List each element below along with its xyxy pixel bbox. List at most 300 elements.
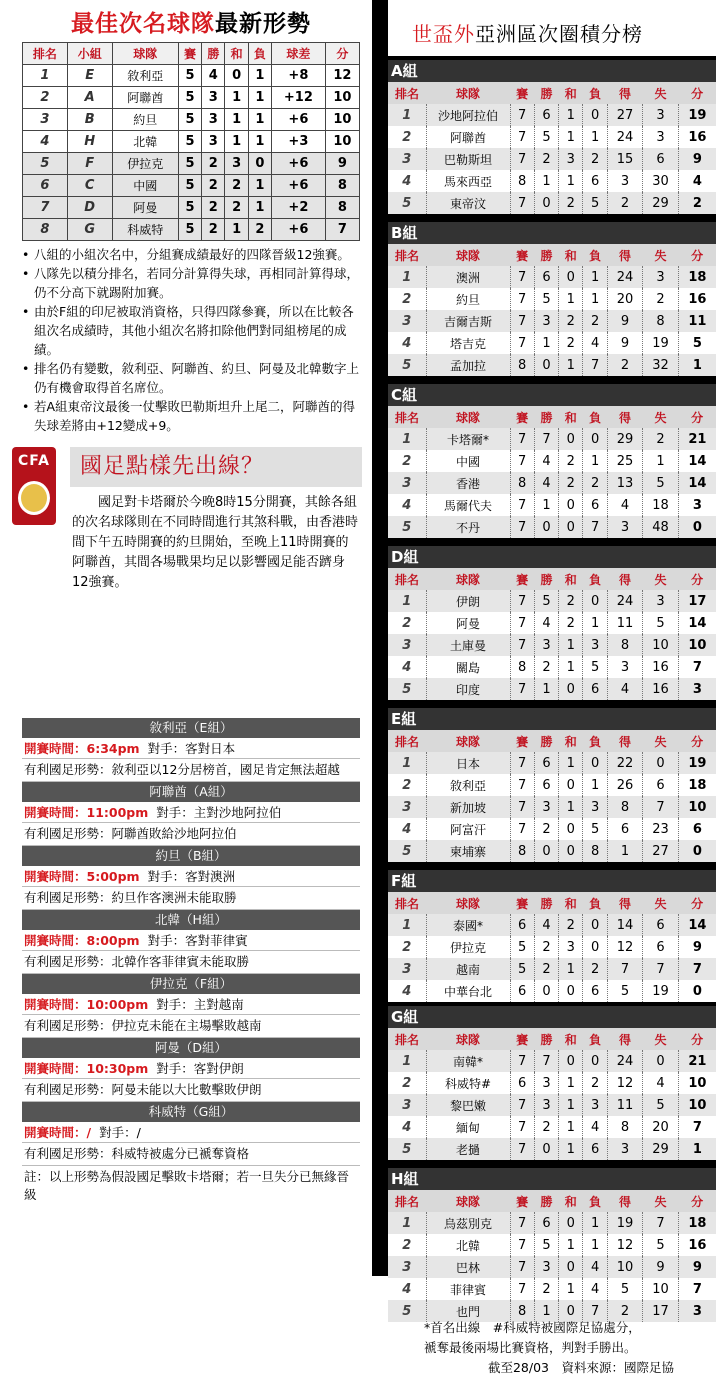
table-cell: 10 <box>643 634 679 656</box>
group-header-cell: 得 <box>607 1028 643 1050</box>
table-cell: C <box>67 175 112 197</box>
table-cell: 黎巴嫩 <box>426 1094 510 1116</box>
table-cell: 8 <box>510 170 534 192</box>
table-cell: 2 <box>402 777 412 793</box>
table-header-row <box>388 1190 716 1212</box>
table-cell: +6 <box>272 219 326 241</box>
table-cell: 6 <box>583 1138 607 1160</box>
table-cell: 5 <box>583 656 607 678</box>
table-header-row <box>388 244 716 266</box>
table-cell: 10 <box>325 131 359 153</box>
table-cell: 11 <box>678 310 716 332</box>
table-cell: 10 <box>325 109 359 131</box>
table-row <box>388 936 716 958</box>
table-cell: 1 <box>559 288 583 310</box>
group-header-cell: 負 <box>583 568 607 590</box>
table-cell: 1 <box>248 65 271 87</box>
group-header-cell: 賽 <box>510 82 534 104</box>
group-header-cell: 排名 <box>388 1190 426 1212</box>
table-cell: 1 <box>225 131 248 153</box>
table-row <box>388 494 716 516</box>
table-cell: 1 <box>583 1212 607 1234</box>
table-row <box>388 288 716 310</box>
table-cell: 1 <box>559 634 583 656</box>
table-cell: 19 <box>643 332 679 354</box>
table-cell: 2 <box>202 197 225 219</box>
table-cell: 7 <box>534 1050 558 1072</box>
table-cell: 0 <box>678 516 716 538</box>
table-cell: 1 <box>559 1094 583 1116</box>
group-header-cell: 勝 <box>534 1190 558 1212</box>
standings-footer <box>424 1318 714 1378</box>
table-cell: 0 <box>534 980 558 1002</box>
fixtures-panel <box>22 718 360 1206</box>
group-header-cell: 排名 <box>388 892 426 914</box>
group-standings <box>388 82 716 214</box>
left-title-black: 最新形勢 <box>215 10 311 37</box>
group-header-cell: 負 <box>583 1028 607 1050</box>
table-cell: 5 <box>534 590 558 612</box>
table-cell: 2 <box>23 87 68 109</box>
table-cell: 北韓 <box>112 131 178 153</box>
group-header-cell: 和 <box>559 892 583 914</box>
table-cell: 5 <box>178 197 201 219</box>
group-header-cell: 負 <box>583 730 607 752</box>
group-header-cell: 排名 <box>388 1028 426 1050</box>
table-cell: 7 <box>678 958 716 980</box>
group-header-cell: 失 <box>643 1028 679 1050</box>
table-cell: 3 <box>202 87 225 109</box>
table-cell: 5 <box>388 1138 426 1160</box>
table-cell: 7 <box>510 1138 534 1160</box>
table-cell: 8 <box>325 175 359 197</box>
table-cell: 1 <box>559 958 583 980</box>
table-cell: 4 <box>202 65 225 87</box>
fixture-team-header: 約旦（B組） <box>22 846 360 866</box>
table-cell: 2 <box>559 332 583 354</box>
group-name: B組 <box>388 222 716 244</box>
table-cell: 4 <box>583 1116 607 1138</box>
table-cell: 0 <box>534 192 558 214</box>
table-cell: E <box>67 65 112 87</box>
table-row <box>23 131 360 153</box>
table-cell: 10 <box>678 1094 716 1116</box>
table-cell: 3 <box>202 131 225 153</box>
group-header-cell: 分 <box>678 1190 716 1212</box>
group-header-cell: 排名 <box>388 406 426 428</box>
table-cell: 9 <box>678 148 716 170</box>
rank-header-cell: 球隊 <box>112 43 178 65</box>
table-cell: 6 <box>583 980 607 1002</box>
fixture-time-line <box>22 994 360 1015</box>
table-cell: 7 <box>643 958 679 980</box>
table-cell: 7 <box>510 148 534 170</box>
table-cell: 6 <box>583 494 607 516</box>
table-cell: 2 <box>559 450 583 472</box>
table-cell: 土庫曼 <box>426 634 510 656</box>
table-cell: 2 <box>402 1075 412 1091</box>
group-name: A組 <box>388 60 716 82</box>
table-cell: 21 <box>678 1050 716 1072</box>
group-name: H組 <box>388 1168 716 1190</box>
table-cell: 5 <box>643 1234 679 1256</box>
table-cell: 6 <box>643 914 679 936</box>
table-cell: 0 <box>559 1050 583 1072</box>
fixture-footnote: 註：以上形勢為假設國足擊敗卡塔爾；若一旦失分已無緣晉級 <box>24 1169 350 1202</box>
table-cell: 7 <box>510 678 534 700</box>
table-cell: 0 <box>583 104 607 126</box>
table-cell: 3 <box>643 590 679 612</box>
table-cell: +6 <box>272 109 326 131</box>
table-cell: 8 <box>510 1300 534 1322</box>
table-cell: 29 <box>643 192 679 214</box>
table-cell: 22 <box>607 752 643 774</box>
table-cell: 25 <box>607 450 643 472</box>
group-header-cell: 得 <box>607 730 643 752</box>
table-cell: 2 <box>559 192 583 214</box>
table-cell: 3 <box>388 1256 426 1278</box>
table-cell: 7 <box>510 332 534 354</box>
table-row <box>388 428 716 450</box>
table-cell: 1 <box>225 109 248 131</box>
table-cell: 6 <box>510 980 534 1002</box>
table-cell: 8 <box>643 310 679 332</box>
table-cell: +12 <box>272 87 326 109</box>
table-cell: 0 <box>643 752 679 774</box>
table-cell: 0 <box>534 354 558 376</box>
standings-title-red: 世盃外 <box>412 22 475 46</box>
group-header-cell: 勝 <box>534 82 558 104</box>
table-cell: 7 <box>678 1116 716 1138</box>
table-cell: 17 <box>678 590 716 612</box>
table-cell: 15 <box>607 148 643 170</box>
table-cell: 1 <box>559 656 583 678</box>
table-cell: 3 <box>678 678 716 700</box>
rank-header-cell: 勝 <box>202 43 225 65</box>
table-cell: 1 <box>388 266 426 288</box>
table-cell: 2 <box>402 291 412 307</box>
table-cell: 0 <box>559 428 583 450</box>
group-header-cell: 排名 <box>388 82 426 104</box>
table-cell: 9 <box>607 332 643 354</box>
table-row <box>388 1094 716 1116</box>
fixture-time: 開賽時間：8:00pm <box>24 933 140 948</box>
table-cell: 1 <box>583 612 607 634</box>
group-header-cell: 和 <box>559 1190 583 1212</box>
group-header-cell: 失 <box>643 568 679 590</box>
table-cell: 16 <box>643 678 679 700</box>
table-cell: 5 <box>388 516 426 538</box>
table-cell: 7 <box>510 450 534 472</box>
table-cell: 1 <box>559 796 583 818</box>
table-cell: 10 <box>325 87 359 109</box>
rank-header-cell: 小組 <box>67 43 112 65</box>
table-cell: 6 <box>534 752 558 774</box>
table-cell: 7 <box>510 1212 534 1234</box>
group-header-cell: 和 <box>559 82 583 104</box>
fixture-opponent: 對手：客對菲律賓 <box>147 933 248 948</box>
table-cell: 2 <box>225 175 248 197</box>
table-cell: 7 <box>678 1278 716 1300</box>
table-cell: 4 <box>678 170 716 192</box>
table-cell: 7 <box>510 1256 534 1278</box>
section-paragraph: 國足對卡塔爾於今晚8時15分開賽，其餘各組的次名球隊則在不同時間進行其煞科戰，由香港時間下午五時開賽的約旦開始，至晚上11時開賽的阿聯酋，其間各場戰果均足以影響國足能否躋身12強賽。 <box>72 495 359 590</box>
table-cell: 1 <box>388 104 426 126</box>
fixture-note: 有利國足形勢：約旦作客澳洲未能取勝 <box>22 887 360 910</box>
table-cell: 3 <box>202 109 225 131</box>
table-cell: 24 <box>607 126 643 148</box>
group-header-cell: 勝 <box>534 244 558 266</box>
table-cell: 2 <box>607 1300 643 1322</box>
table-cell: 1 <box>248 87 271 109</box>
table-row <box>388 678 716 700</box>
table-cell: 3 <box>388 148 426 170</box>
table-cell: 7 <box>510 428 534 450</box>
table-cell: 5 <box>607 1278 643 1300</box>
logo-emblem-icon <box>18 481 50 515</box>
table-cell: 5 <box>178 65 201 87</box>
fixture-time: 開賽時間：11:00pm <box>24 805 149 820</box>
fixture-opponent: 對手：主對沙地阿拉伯 <box>156 805 282 820</box>
table-cell: 16 <box>678 1234 716 1256</box>
table-cell: 23 <box>643 818 679 840</box>
table-cell: 6 <box>643 774 679 796</box>
fixture-note: 有利國足形勢：敘利亞以12分居榜首，國足肯定無法超越 <box>22 759 360 782</box>
group-name: C組 <box>388 384 716 406</box>
table-cell: 0 <box>583 936 607 958</box>
table-cell: 0 <box>583 752 607 774</box>
table-cell: 4 <box>643 1072 679 1094</box>
table-cell: 18 <box>678 774 716 796</box>
table-cell: 7 <box>510 1234 534 1256</box>
table-cell: 9 <box>607 310 643 332</box>
runner-up-table <box>22 42 360 241</box>
table-cell: 6 <box>23 175 68 197</box>
group-table <box>388 1006 716 1160</box>
table-cell: 3 <box>534 310 558 332</box>
table-cell: 約旦 <box>112 109 178 131</box>
group-header-cell: 和 <box>559 1028 583 1050</box>
fixture-opponent: 對手：/ <box>99 1125 141 1140</box>
table-cell: 7 <box>510 516 534 538</box>
table-cell: 0 <box>559 494 583 516</box>
table-cell: 2 <box>643 288 679 310</box>
table-header-row <box>388 892 716 914</box>
table-cell: 0 <box>534 516 558 538</box>
table-cell: +8 <box>272 65 326 87</box>
table-cell: +2 <box>272 197 326 219</box>
table-cell: 18 <box>678 1212 716 1234</box>
table-cell: 菲律賓 <box>426 1278 510 1300</box>
table-cell: 2 <box>534 1278 558 1300</box>
table-cell: 1 <box>248 175 271 197</box>
table-cell: 1 <box>388 752 426 774</box>
table-cell: 日本 <box>426 752 510 774</box>
table-cell: 阿聯酋 <box>426 126 510 148</box>
table-row <box>388 818 716 840</box>
group-header-cell: 和 <box>559 406 583 428</box>
table-cell: 2 <box>678 192 716 214</box>
table-cell: 2 <box>402 1237 412 1253</box>
group-table <box>388 870 716 1002</box>
group-name: D組 <box>388 546 716 568</box>
table-cell: 0 <box>643 1050 679 1072</box>
note-item: • 排名仍有變數，敘利亞、阿聯酋、約旦、阿曼及北韓數字上仍有機會取得首名席位。 <box>22 359 360 397</box>
table-cell: 2 <box>643 428 679 450</box>
fixture-time-line <box>22 802 360 823</box>
table-cell: 1 <box>583 774 607 796</box>
table-cell: 8 <box>510 840 534 862</box>
table-cell: 科威特 <box>112 219 178 241</box>
table-cell: 5 <box>510 936 534 958</box>
table-cell: 2 <box>607 354 643 376</box>
table-cell: 21 <box>678 428 716 450</box>
table-cell: 0 <box>559 1300 583 1322</box>
table-cell: 8 <box>607 634 643 656</box>
fixture-time: 開賽時間：/ <box>24 1125 92 1140</box>
notes-list <box>22 245 360 435</box>
group-header-cell: 賽 <box>510 730 534 752</box>
table-cell: 7 <box>583 516 607 538</box>
table-cell: 1 <box>559 1234 583 1256</box>
group-header-cell: 和 <box>559 244 583 266</box>
table-row <box>388 332 716 354</box>
table-cell: 阿富汗 <box>426 818 510 840</box>
table-cell: 1 <box>388 1050 426 1072</box>
table-cell: 2 <box>559 310 583 332</box>
table-row <box>388 192 716 214</box>
table-cell: 孟加拉 <box>426 354 510 376</box>
group-header-cell: 勝 <box>534 730 558 752</box>
table-cell: 7 <box>510 126 534 148</box>
table-row <box>388 1234 716 1256</box>
table-cell: 4 <box>534 612 558 634</box>
table-row <box>388 980 716 1002</box>
table-cell: 3 <box>388 310 426 332</box>
table-cell: 3 <box>559 148 583 170</box>
table-header-row <box>388 1028 716 1050</box>
table-cell: 1 <box>23 65 68 87</box>
group-header-cell: 排名 <box>388 730 426 752</box>
group-header-cell: 排名 <box>388 568 426 590</box>
table-cell: 10 <box>678 1072 716 1094</box>
table-cell: 6 <box>583 170 607 192</box>
fixture-time: 開賽時間：10:30pm <box>24 1061 149 1076</box>
table-cell: 16 <box>643 656 679 678</box>
table-cell: 中華台北 <box>426 980 510 1002</box>
table-cell: 1 <box>559 1116 583 1138</box>
table-cell: 10 <box>607 1256 643 1278</box>
table-cell: 0 <box>534 1138 558 1160</box>
table-cell: 2 <box>559 612 583 634</box>
table-cell: 5 <box>583 818 607 840</box>
table-cell: 3 <box>678 494 716 516</box>
group-header-cell: 球隊 <box>426 568 510 590</box>
table-cell: 2 <box>534 818 558 840</box>
table-cell: 8 <box>583 840 607 862</box>
table-cell: 0 <box>559 818 583 840</box>
table-cell: 7 <box>510 192 534 214</box>
table-cell: 29 <box>643 1138 679 1160</box>
table-cell: 4 <box>607 678 643 700</box>
table-cell: 3 <box>583 796 607 818</box>
group-header-cell: 分 <box>678 82 716 104</box>
group-header-cell: 分 <box>678 730 716 752</box>
table-cell: 0 <box>678 840 716 862</box>
table-cell: 約旦 <box>426 288 510 310</box>
table-cell: 北韓 <box>426 1234 510 1256</box>
table-cell: 3 <box>388 634 426 656</box>
fixture-note: 有利國足形勢：伊拉克未能在主場擊敗越南 <box>22 1015 360 1038</box>
table-cell: 3 <box>607 170 643 192</box>
group-header-cell: 球隊 <box>426 406 510 428</box>
table-cell: 2 <box>534 656 558 678</box>
fixture-team-header: 阿曼（D組） <box>22 1038 360 1058</box>
table-cell: 7 <box>678 656 716 678</box>
table-row <box>23 109 360 131</box>
table-cell: 3 <box>534 1072 558 1094</box>
table-cell: 7 <box>510 752 534 774</box>
table-cell: 9 <box>643 1256 679 1278</box>
table-cell: 8 <box>23 219 68 241</box>
group-standings <box>388 1190 716 1322</box>
table-cell: 7 <box>583 1300 607 1322</box>
table-row <box>388 450 716 472</box>
table-row <box>388 354 716 376</box>
table-cell: 4 <box>534 450 558 472</box>
table-row <box>388 1256 716 1278</box>
table-cell: 3 <box>678 1300 716 1322</box>
table-cell: 12 <box>607 1072 643 1094</box>
table-cell: 32 <box>643 354 679 376</box>
table-row <box>388 796 716 818</box>
group-table <box>388 384 716 538</box>
table-cell: 0 <box>559 774 583 796</box>
table-cell: 2 <box>583 1072 607 1094</box>
table-row <box>388 1050 716 1072</box>
table-row <box>23 153 360 175</box>
table-cell: 4 <box>583 1278 607 1300</box>
table-cell: 20 <box>643 1116 679 1138</box>
group-header-cell: 賽 <box>510 244 534 266</box>
table-cell: 南韓* <box>426 1050 510 1072</box>
table-cell: 5 <box>23 153 68 175</box>
table-cell: 5 <box>534 288 558 310</box>
table-cell: 1 <box>248 109 271 131</box>
table-cell: +6 <box>272 153 326 175</box>
table-cell: 老撾 <box>426 1138 510 1160</box>
table-cell: 0 <box>559 1256 583 1278</box>
table-cell: 9 <box>678 936 716 958</box>
group-header-cell: 負 <box>583 244 607 266</box>
table-cell: 0 <box>225 65 248 87</box>
table-cell: 1 <box>583 1234 607 1256</box>
table-cell: 26 <box>607 774 643 796</box>
table-cell: 7 <box>510 818 534 840</box>
table-cell: 4 <box>607 494 643 516</box>
group-header-cell: 球隊 <box>426 244 510 266</box>
fixture-opponent: 對手：客對澳洲 <box>147 869 236 884</box>
table-cell: 5 <box>388 678 426 700</box>
table-cell: 3 <box>583 1094 607 1116</box>
table-cell: 2 <box>402 453 412 469</box>
table-row <box>388 752 716 774</box>
group-standings <box>388 1028 716 1160</box>
table-cell: 3 <box>388 1094 426 1116</box>
table-cell: 巴勒斯坦 <box>426 148 510 170</box>
table-cell: 5 <box>643 612 679 634</box>
group-standings <box>388 892 716 1002</box>
